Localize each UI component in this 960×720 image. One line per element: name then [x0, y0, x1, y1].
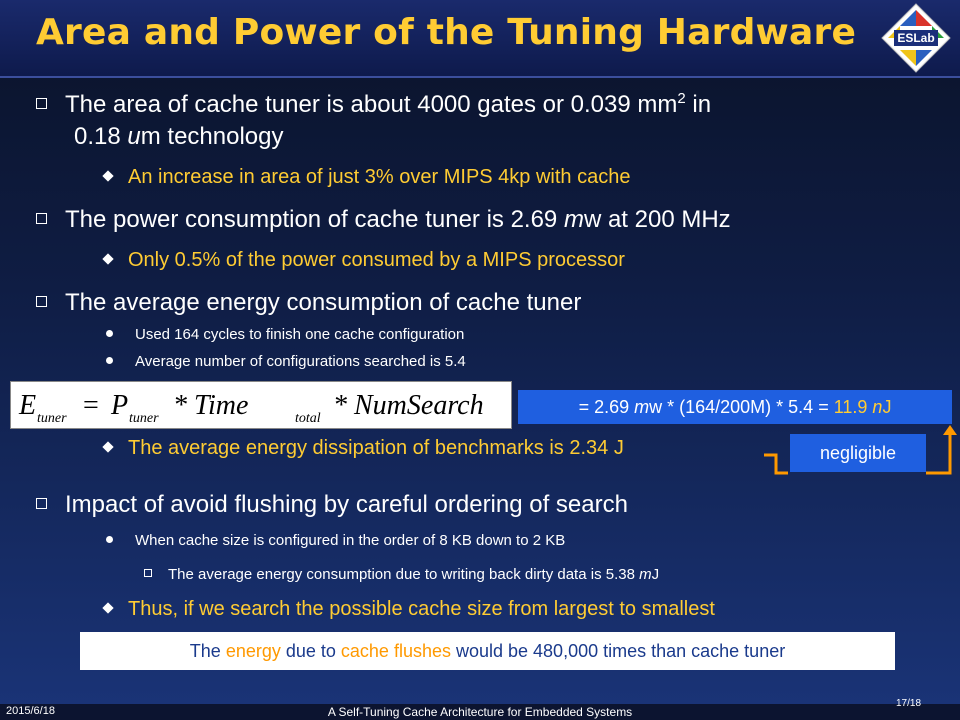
svg-text:tuner: tuner	[37, 411, 67, 426]
sub-bullet-power-share: Only 0.5% of the power consumed by a MIPS processor	[104, 248, 625, 272]
slide-title: Area and Power of the Tuning Hardware	[36, 12, 857, 53]
bullet-area-line2: 0.18 um technology	[74, 123, 284, 150]
square-bullet-icon	[36, 296, 47, 307]
bullet-power: The power consumption of cache tuner is 2.69 mw at 200 MHz	[36, 205, 731, 235]
svg-text:tuner: tuner	[129, 411, 159, 426]
sub-bullet-area-increase: An increase in area of just 3% over MIPS 4kp with cache	[104, 165, 630, 189]
diamond-bullet-icon	[102, 253, 113, 264]
sub-bullet-configs: Average number of configurations searched is 5.4	[106, 352, 466, 372]
diamond-bullet-icon	[102, 602, 113, 613]
energy-calculation: = 2.69 mw * (164/200M) * 5.4 = 11.9 nJ	[518, 390, 952, 424]
bullet-area: The area of cache tuner is about 4000 gates or 0.039 $mm^2$ in	[36, 90, 711, 120]
bullet-energy: The average energy consumption of cache tuner	[36, 288, 581, 318]
square-bullet-icon	[36, 213, 47, 224]
page-number: 17/18	[896, 698, 922, 709]
svg-text:* Time: * Time	[173, 390, 249, 421]
sub-bullet-cache-order: When cache size is configured in the order of 8 KB down to 2 KB	[106, 531, 565, 551]
dot-bullet-icon	[106, 330, 113, 337]
sub-bullet-cycles: Used 164 cycles to finish one cache configuration	[106, 325, 464, 345]
dot-bullet-icon	[106, 536, 113, 543]
sub-bullet-benchmark-energy: The average energy dissipation of benchmarks is 2.34 J	[104, 436, 624, 460]
square-bullet-icon	[36, 498, 47, 509]
negligible-label: negligible	[790, 434, 926, 472]
dot-bullet-icon	[106, 357, 113, 364]
sub-bullet-search-order: Thus, if we search the possible cache size from largest to smallest	[104, 597, 715, 621]
svg-text:E: E	[19, 390, 37, 421]
title-bar	[0, 0, 960, 78]
svg-text:ESLab: ESLab	[897, 31, 935, 45]
small-square-bullet-icon	[144, 569, 152, 577]
svg-text:=: =	[83, 390, 99, 421]
energy-formula	[10, 381, 512, 429]
diamond-bullet-icon	[102, 441, 113, 452]
diamond-bullet-icon	[102, 170, 113, 181]
svg-text:* NumSearch: * NumSearch	[333, 390, 484, 421]
footer-title: A Self-Tuning Cache Architecture for Embedded Systems	[327, 705, 633, 719]
svg-text:P: P	[111, 390, 129, 421]
sub-sub-bullet-dirty-data: The average energy consumption due to writing back dirty data is 5.38 mJ	[144, 565, 659, 585]
svg-text:total: total	[295, 411, 321, 426]
footer-date: 2015/6/18	[6, 705, 55, 717]
eslab-logo-icon	[880, 2, 952, 74]
conclusion-box: The energy due to cache flushes would be 480,000 times than cache tuner	[80, 632, 895, 670]
square-bullet-icon	[36, 98, 47, 109]
bullet-flushing: Impact of avoid flushing by careful ordering of search	[36, 490, 628, 520]
